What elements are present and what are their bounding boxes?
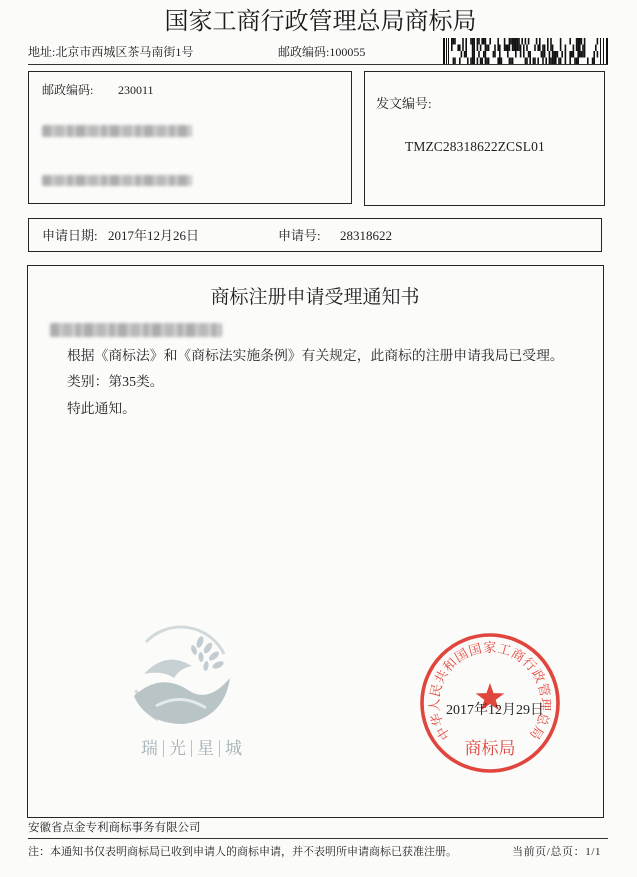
barcode-module	[494, 51, 496, 58]
watermark-char: 星	[191, 740, 219, 757]
barcode-module	[581, 51, 583, 58]
barcode-module	[555, 51, 557, 58]
barcode-module	[513, 38, 515, 45]
barcode-module	[536, 38, 538, 45]
barcode-module	[603, 38, 604, 64]
watermark-wheat-icon	[190, 635, 225, 671]
barcode-module	[486, 45, 488, 52]
barcode-module	[584, 51, 586, 58]
barcode-module	[579, 45, 581, 52]
barcode-module	[472, 45, 474, 52]
barcode-module	[584, 45, 586, 52]
barcode-module	[582, 45, 584, 52]
barcode-module	[549, 51, 551, 58]
barcode-module	[478, 38, 480, 45]
barcode-module	[499, 51, 501, 58]
barcode-module	[565, 45, 567, 52]
application-date-label: 申请日期:	[42, 228, 98, 243]
barcode-module	[597, 38, 599, 45]
watermark-char: 瑞	[141, 739, 158, 758]
barcode-module	[576, 45, 578, 52]
barcode-module	[465, 45, 467, 52]
barcode-module	[542, 51, 544, 58]
barcode-module	[509, 45, 511, 52]
barcode-module	[462, 45, 464, 52]
barcode-module	[561, 51, 563, 58]
issuer-address: 地址:北京市西城区茶马南街1号	[28, 45, 194, 59]
barcode-module	[477, 38, 479, 45]
notice-body-line: 根据《商标法》和《商标法实施条例》有关规定，此商标的注册申请我局已受理。	[67, 348, 564, 363]
barcode-module	[513, 45, 515, 52]
application-number-label: 申请号:	[278, 228, 321, 243]
notice-title: 商标注册申请受理通知书	[210, 287, 420, 308]
barcode-module	[512, 45, 514, 52]
watermark-text	[136, 740, 247, 757]
notice-date: 2017年12月29日	[446, 703, 544, 718]
watermark-char: 城	[219, 740, 247, 757]
redacted-recipient-address	[42, 125, 192, 137]
barcode-module	[517, 38, 519, 45]
barcode-module	[488, 45, 490, 52]
barcode-module	[459, 45, 461, 52]
barcode-module	[461, 51, 463, 58]
official-seal	[415, 628, 565, 778]
barcode-module	[494, 45, 496, 52]
recipient-postcode-value: 230011	[118, 83, 154, 97]
barcode-module	[528, 51, 530, 58]
watermark-bird-shape	[144, 660, 192, 678]
barcode-module	[606, 38, 608, 64]
header-divider	[28, 64, 608, 65]
barcode-module	[473, 51, 475, 58]
recipient-postcode-label: 邮政编码:	[42, 83, 94, 97]
barcode-module	[499, 45, 501, 52]
barcode-module	[470, 38, 472, 45]
barcode-module	[465, 38, 467, 45]
barcode-module	[547, 45, 549, 52]
barcode-module	[529, 51, 531, 58]
barcode-module	[579, 51, 581, 58]
issuer-title: 国家工商行政管理总局商标局	[164, 9, 477, 35]
barcode-module	[520, 51, 522, 58]
barcode-module	[581, 38, 583, 45]
barcode-module	[518, 38, 520, 45]
barcode-module	[515, 38, 517, 45]
barcode-module	[597, 51, 599, 58]
page-indicator: 当前页/总页：1/1	[512, 846, 602, 858]
barcode-module	[593, 51, 595, 58]
barcode-module	[510, 38, 512, 45]
barcode-module	[507, 51, 509, 58]
dispatch-box	[364, 71, 605, 206]
barcode-module	[537, 45, 539, 52]
seal-star-icon	[476, 683, 505, 710]
barcode-module	[534, 45, 536, 52]
barcode-module	[483, 38, 485, 45]
barcode-module	[509, 38, 511, 45]
barcode-module	[525, 38, 527, 45]
footer-note: 注：本通知书仅表明商标局已收到申请人的商标申请，并不表明所申请商标已获准注册。	[28, 846, 457, 858]
barcode-module	[582, 51, 584, 58]
barcode-module	[485, 38, 487, 45]
barcode-module	[565, 51, 567, 58]
barcode-module	[541, 51, 543, 58]
barcode-module	[600, 38, 601, 64]
barcode-module	[504, 45, 506, 52]
barcode-module	[507, 45, 509, 52]
barcode-module	[464, 51, 466, 58]
barcode-module	[483, 51, 485, 58]
barcode-module	[569, 51, 571, 58]
barcode-module	[515, 51, 517, 58]
issuer-postcode: 邮政编码:100055	[278, 45, 366, 59]
barcode-module	[560, 38, 562, 45]
barcode-module	[485, 45, 487, 52]
barcode-module	[550, 38, 552, 45]
application-box	[28, 218, 602, 252]
barcode-module	[448, 38, 449, 64]
barcode-module	[517, 45, 519, 52]
redacted-applicant	[50, 323, 222, 337]
barcode-module	[446, 38, 447, 64]
barcode-module	[539, 38, 541, 45]
barcode-module	[451, 45, 453, 52]
watermark-ring	[146, 627, 224, 654]
application-number-value: 28318622	[340, 228, 392, 243]
redacted-recipient-name	[42, 175, 192, 186]
barcode-module	[451, 38, 453, 45]
barcode-module	[547, 38, 549, 45]
barcode-module	[521, 38, 523, 45]
barcode-module	[505, 45, 507, 52]
barcode-module	[489, 38, 491, 45]
barcode-module	[457, 45, 459, 52]
barcode-module	[539, 45, 541, 52]
application-date-value: 2017年12月26日	[108, 228, 200, 243]
barcode-module	[497, 38, 499, 45]
barcode-module	[481, 38, 483, 45]
barcode-module	[552, 45, 554, 52]
footer-divider	[28, 838, 608, 839]
seal-center-text: 商标局	[464, 739, 516, 759]
barcode-module	[579, 38, 581, 45]
barcode-module	[557, 51, 559, 58]
barcode-module	[552, 51, 554, 58]
barcode-module	[518, 45, 520, 52]
barcode-module	[512, 38, 514, 45]
agency-name: 安徽省点金专利商标事务有限公司	[28, 822, 201, 834]
barcode-module	[573, 45, 575, 52]
barcode-module	[520, 45, 522, 52]
barcode-module	[485, 51, 487, 58]
barcode-module	[462, 38, 464, 45]
barcode-module	[443, 38, 445, 64]
barcode-module	[550, 45, 552, 52]
barcode-module	[571, 51, 573, 58]
barcode-module	[576, 38, 578, 45]
barcode-module	[573, 51, 575, 58]
barcode-module	[473, 38, 475, 45]
recipient-box	[28, 71, 352, 204]
barcode-module	[577, 51, 579, 58]
watermark-logo	[126, 620, 238, 738]
barcode-module	[472, 51, 474, 58]
barcode-module	[584, 38, 586, 45]
barcode-module	[577, 38, 579, 45]
barcode-module	[454, 38, 456, 45]
barcode-module	[497, 45, 499, 52]
barcode-module	[478, 51, 480, 58]
barcode-module	[493, 51, 495, 58]
barcode	[443, 38, 608, 64]
seal-arc-text: 中华人民共和国国家工商行政管理总局	[427, 641, 553, 743]
barcode-module	[569, 38, 571, 45]
dispatch-number-value: TMZC28318622ZCSL01	[405, 139, 545, 154]
barcode-module	[480, 45, 482, 52]
barcode-module	[595, 45, 597, 52]
barcode-module	[523, 45, 525, 52]
barcode-module	[526, 45, 528, 52]
dispatch-number-label: 发文编号:	[376, 96, 432, 111]
notice-box	[27, 265, 604, 818]
barcode-module	[544, 45, 546, 52]
barcode-module	[542, 45, 544, 52]
barcode-module	[472, 38, 474, 45]
watermark-char: 光	[163, 740, 191, 757]
notice-body-line: 特此通知。	[67, 401, 136, 416]
barcode-module	[515, 45, 517, 52]
barcode-module	[544, 51, 546, 58]
barcode-module	[473, 45, 475, 52]
barcode-module	[453, 38, 455, 45]
notice-body-line: 类别：第35类。	[67, 374, 164, 389]
barcode-module	[504, 38, 506, 45]
barcode-module	[560, 45, 562, 52]
barcode-module	[465, 51, 467, 58]
barcode-module	[477, 45, 479, 52]
barcode-module	[523, 51, 525, 58]
barcode-module	[577, 45, 579, 52]
barcode-module	[553, 51, 555, 58]
barcode-module	[528, 38, 530, 45]
